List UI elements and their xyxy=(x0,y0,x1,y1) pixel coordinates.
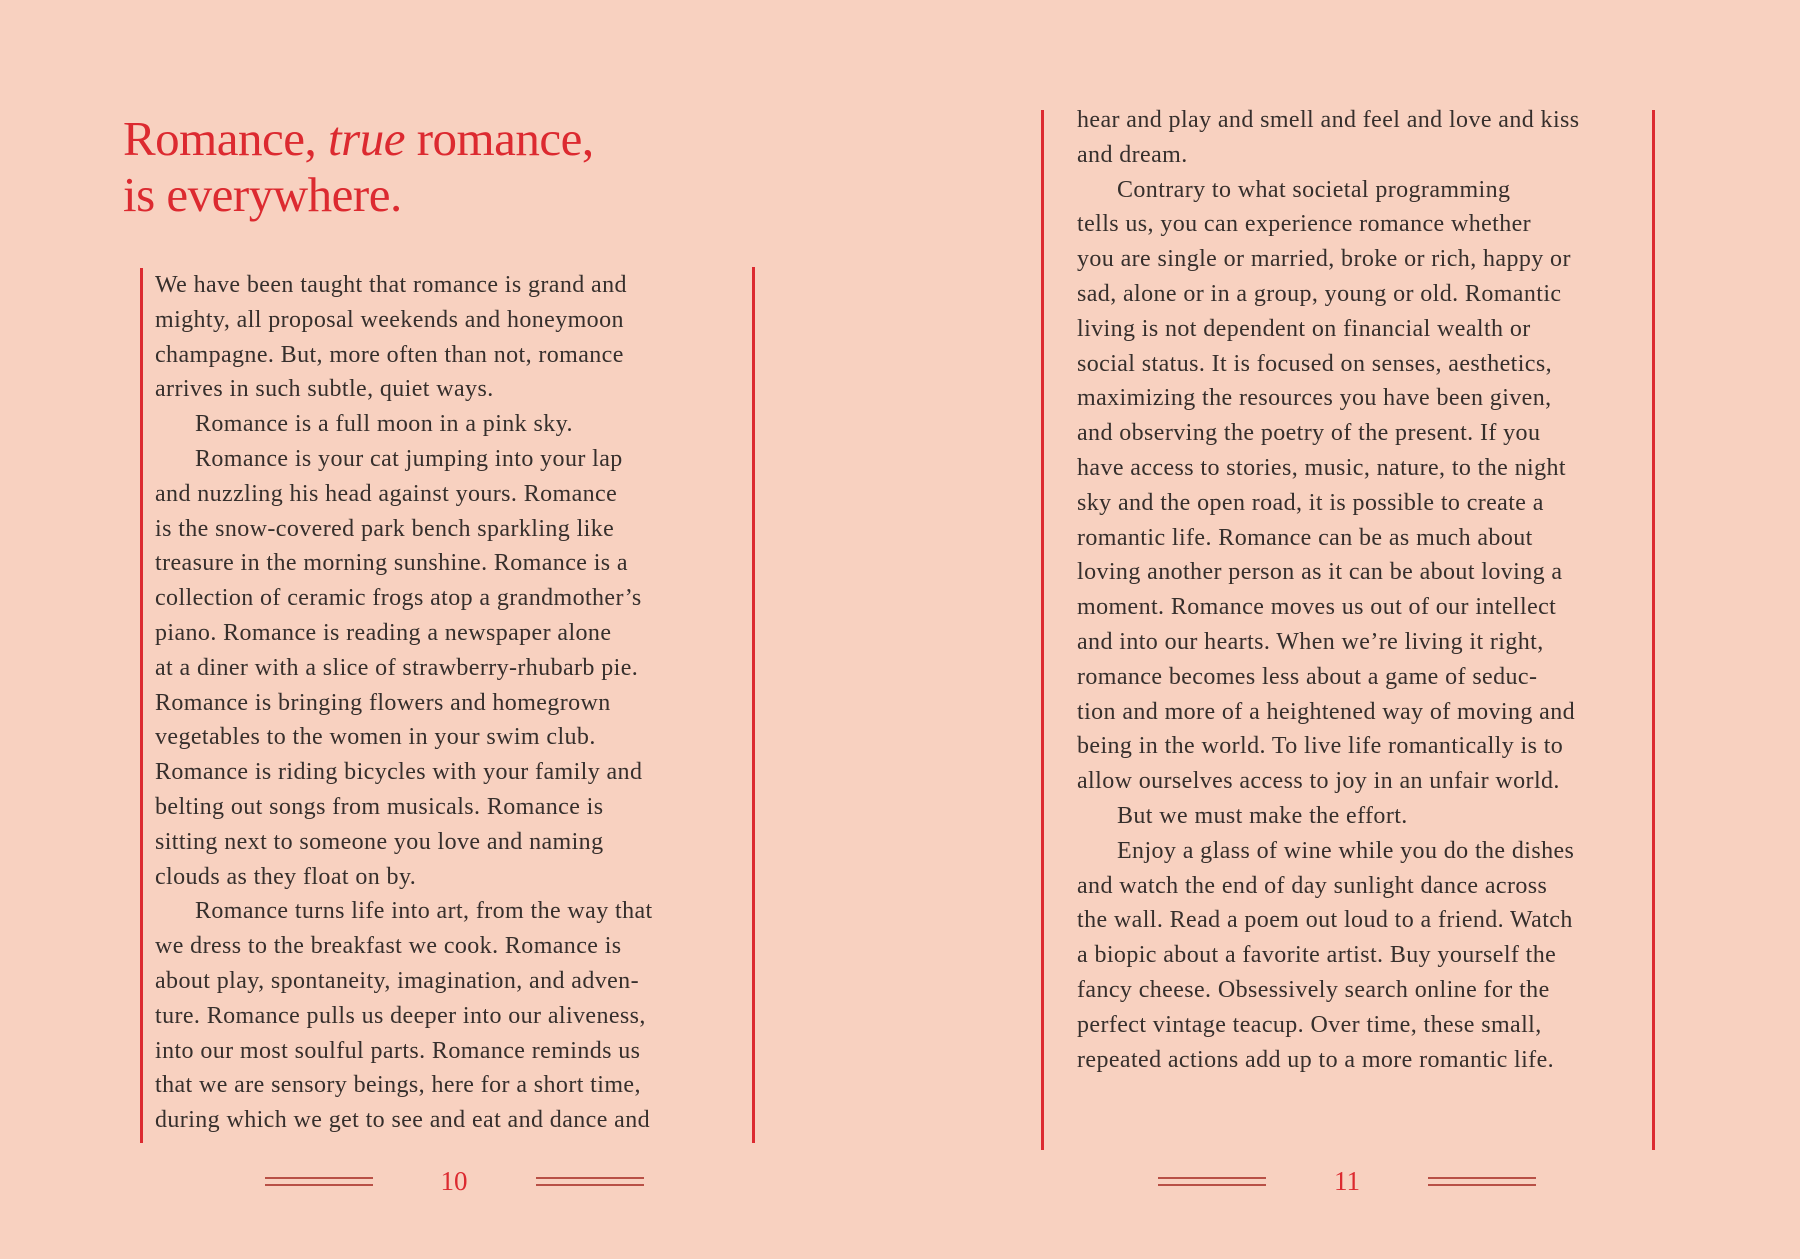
body-line: Romance is your cat jumping into your lap xyxy=(195,445,623,472)
body-line: Contrary to what societal programming xyxy=(1117,176,1511,203)
body-line: Romance is riding bicycles with your family and xyxy=(155,759,643,786)
body-line: But we must make the effort. xyxy=(1117,802,1408,829)
right-body-text xyxy=(1077,103,1642,1077)
title-line2: is everywhere. xyxy=(123,166,402,222)
body-line: Enjoy a glass of wine while you do the dishes xyxy=(1117,837,1575,864)
footer-double-line-left xyxy=(1158,1177,1266,1186)
body-line: living is not dependent on financial wealth or xyxy=(1077,315,1531,342)
title-line1-post: romance, xyxy=(404,110,594,166)
body-line: tion and more of a heightened way of moving and xyxy=(1077,698,1576,725)
body-line: moment. Romance moves us out of our intellect xyxy=(1077,594,1557,621)
body-line: Romance is bringing flowers and homegrown xyxy=(155,689,611,716)
body-line: We have been taught that romance is grand and xyxy=(155,272,627,298)
body-line: romance becomes less about a game of seduc- xyxy=(1077,663,1538,690)
body-line: and nuzzling his head against yours. Romance xyxy=(155,480,618,507)
body-line: maximizing the resources you have been given, xyxy=(1077,385,1552,412)
left-body-text xyxy=(155,268,735,1138)
body-line: collection of ceramic frogs atop a grandmother’s xyxy=(155,585,642,612)
left-page-footer xyxy=(154,1168,754,1195)
footer-double-line-left xyxy=(265,1177,373,1186)
right-page-footer xyxy=(1047,1168,1647,1195)
page-number-right: 11 xyxy=(1334,1166,1360,1196)
body-line: belting out songs from musicals. Romance is xyxy=(155,793,604,820)
body-line: is the snow-covered park bench sparkling like xyxy=(155,515,615,542)
body-line: that we are sensory beings, here for a short time, xyxy=(155,1072,641,1099)
body-line: you are single or married, broke or rich, happy or xyxy=(1077,246,1571,273)
page-number-left: 10 xyxy=(440,1166,468,1196)
left-page-right-rule xyxy=(752,267,755,1143)
body-line: sitting next to someone you love and naming xyxy=(155,828,604,855)
body-line: fancy cheese. Obsessively search online for the xyxy=(1077,976,1550,1003)
body-line: sky and the open road, it is possible to create a xyxy=(1077,489,1544,516)
body-line: into our most soulful parts. Romance reminds us xyxy=(155,1037,641,1064)
body-line: hear and play and smell and feel and love and kiss xyxy=(1077,107,1580,133)
body-line: Romance is a full moon in a pink sky. xyxy=(195,411,573,438)
body-line: loving another person as it can be about loving a xyxy=(1077,559,1563,586)
body-line: during which we get to see and eat and dance and xyxy=(155,1107,651,1134)
body-line: romantic life. Romance can be as much about xyxy=(1077,524,1533,551)
body-line: champagne. But, more often than not, romance xyxy=(155,341,624,368)
body-line: piano. Romance is reading a newspaper alone xyxy=(155,619,612,646)
body-line: vegetables to the women in your swim club. xyxy=(155,724,596,751)
body-line: about play, spontaneity, imagination, and adven- xyxy=(155,967,639,994)
body-line: at a diner with a slice of strawberry-rhubarb pie. xyxy=(155,654,639,681)
body-line: and observing the poetry of the present. If you xyxy=(1077,420,1541,447)
body-line: mighty, all proposal weekends and honeymoon xyxy=(155,306,624,333)
body-line: allow ourselves access to joy in an unfair world. xyxy=(1077,768,1560,795)
body-line: being in the world. To live life romantically is to xyxy=(1077,733,1564,760)
body-line: a biopic about a favorite artist. Buy yourself the xyxy=(1077,942,1557,969)
title-word-true: true xyxy=(328,110,405,166)
body-line: we dress to the breakfast we cook. Romance is xyxy=(155,933,622,960)
right-page-left-rule xyxy=(1041,110,1044,1150)
body-line: and watch the end of day sunlight dance across xyxy=(1077,872,1548,899)
body-line: Romance turns life into art, from the way that xyxy=(195,898,653,925)
right-page-right-rule xyxy=(1652,110,1655,1150)
footer-double-line-right xyxy=(536,1177,644,1186)
body-line: and dream. xyxy=(1077,141,1188,168)
body-line: have access to stories, music, nature, to the night xyxy=(1077,454,1566,481)
body-line: arrives in such subtle, quiet ways. xyxy=(155,376,494,403)
body-line: repeated actions add up to a more romantic life. xyxy=(1077,1046,1555,1073)
body-line: clouds as they float on by. xyxy=(155,863,417,890)
body-line: the wall. Read a poem out loud to a friend. Watch xyxy=(1077,907,1573,934)
title-line1-pre: Romance, xyxy=(123,110,329,166)
body-line: treasure in the morning sunshine. Romance is a xyxy=(155,550,628,577)
body-line: tells us, you can experience romance whether xyxy=(1077,211,1532,238)
body-line: and into our hearts. When we’re living it right, xyxy=(1077,628,1544,655)
footer-double-line-right xyxy=(1428,1177,1536,1186)
body-line: social status. It is focused on senses, aesthetics, xyxy=(1077,350,1552,377)
body-line: ture. Romance pulls us deeper into our aliveness, xyxy=(155,1002,646,1029)
left-page-left-rule xyxy=(140,268,143,1143)
body-line: perfect vintage teacup. Over time, these small, xyxy=(1077,1011,1542,1038)
body-line: sad, alone or in a group, young or old. Romantic xyxy=(1077,280,1562,307)
chapter-title xyxy=(123,111,763,223)
